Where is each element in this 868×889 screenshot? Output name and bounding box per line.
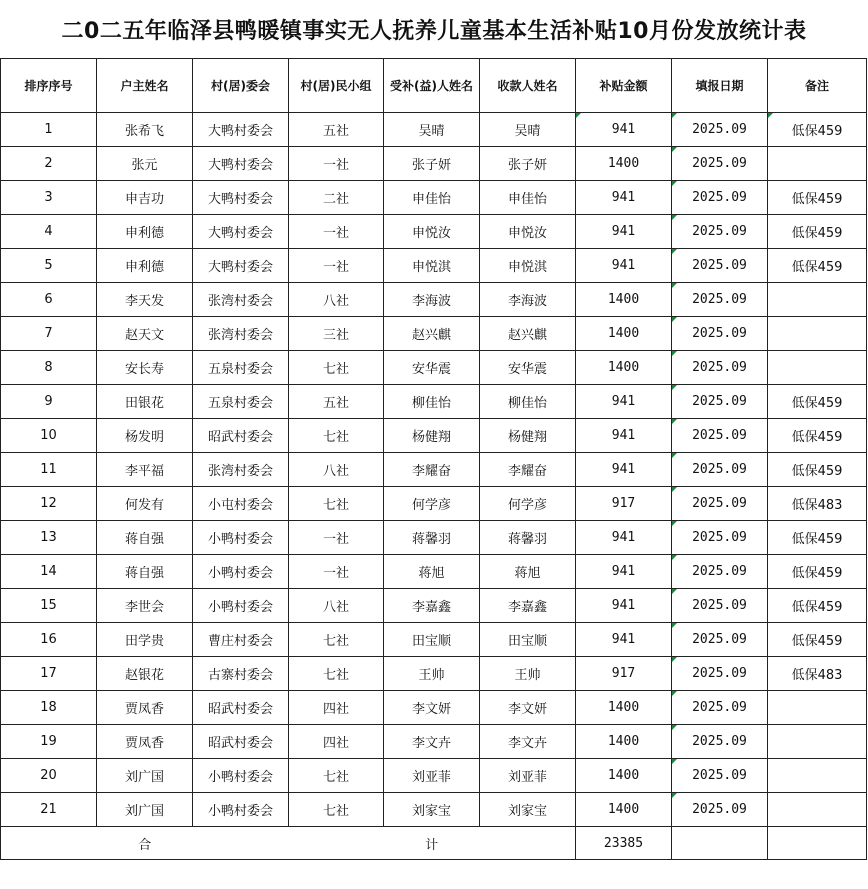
index-cell[interactable]: 2	[1, 147, 97, 181]
total-row	[1, 827, 867, 860]
payee-cell[interactable]: 申悦淇	[480, 249, 576, 283]
villager-group-cell[interactable]: 八社	[289, 589, 384, 623]
table-row	[1, 793, 867, 827]
household-head-cell[interactable]: 申利德	[97, 215, 193, 249]
household-head-cell[interactable]: 贾凤香	[97, 725, 193, 759]
remark-cell[interactable]	[768, 283, 867, 317]
payee-cell[interactable]: 李海波	[480, 283, 576, 317]
beneficiary-cell[interactable]: 刘家宝	[384, 793, 480, 827]
col-header-village-committee[interactable]: 村(居)委会	[193, 59, 289, 113]
report-date-cell[interactable]: 2025.09	[672, 147, 768, 181]
beneficiary-cell[interactable]: 蒋旭	[384, 555, 480, 589]
village-committee-cell[interactable]: 曹庄村委会	[193, 623, 289, 657]
payee-cell[interactable]: 柳佳怡	[480, 385, 576, 419]
remark-cell[interactable]: 低保459	[768, 555, 867, 589]
remark-cell[interactable]: 低保459	[768, 385, 867, 419]
table-row	[1, 351, 867, 385]
beneficiary-cell[interactable]: 申悦汝	[384, 215, 480, 249]
villager-group-cell[interactable]: 一社	[289, 521, 384, 555]
report-date-cell[interactable]: 2025.09	[672, 759, 768, 793]
report-date-cell[interactable]: 2025.09	[672, 453, 768, 487]
sheet-title: 二0二五年临泽县鸭暖镇事实无人抚养儿童基本生活补贴10月份发放统计表	[61, 18, 807, 44]
beneficiary-cell[interactable]: 何学彦	[384, 487, 480, 521]
payee-cell[interactable]: 杨健翔	[480, 419, 576, 453]
village-committee-cell[interactable]: 小鸭村委会	[193, 521, 289, 555]
report-date-cell[interactable]: 2025.09	[672, 691, 768, 725]
remark-cell[interactable]: 低保483	[768, 487, 867, 521]
amount-cell[interactable]: 1400	[576, 317, 672, 351]
remark-cell[interactable]: 低保459	[768, 215, 867, 249]
amount-cell[interactable]: 941	[576, 521, 672, 555]
report-date-cell[interactable]: 2025.09	[672, 793, 768, 827]
remark-cell[interactable]: 低保459	[768, 249, 867, 283]
village-committee-cell[interactable]: 五泉村委会	[193, 385, 289, 419]
village-committee-cell[interactable]: 小鸭村委会	[193, 759, 289, 793]
remark-cell[interactable]: 低保459	[768, 521, 867, 555]
villager-group-cell[interactable]: 八社	[289, 453, 384, 487]
col-header-remark[interactable]: 备注	[768, 59, 867, 113]
index-cell[interactable]: 3	[1, 181, 97, 215]
beneficiary-cell[interactable]: 王帅	[384, 657, 480, 691]
report-date-cell[interactable]: 2025.09	[672, 385, 768, 419]
village-committee-cell[interactable]: 张湾村委会	[193, 317, 289, 351]
table-row	[1, 113, 867, 147]
payee-cell[interactable]: 吴晴	[480, 113, 576, 147]
villager-group-cell[interactable]: 七社	[289, 623, 384, 657]
amount-cell[interactable]: 1400	[576, 691, 672, 725]
payee-cell[interactable]: 田宝顺	[480, 623, 576, 657]
amount-cell[interactable]: 941	[576, 113, 672, 147]
beneficiary-cell[interactable]: 张子妍	[384, 147, 480, 181]
villager-group-cell[interactable]: 七社	[289, 419, 384, 453]
remark-cell[interactable]	[768, 317, 867, 351]
index-cell[interactable]: 6	[1, 283, 97, 317]
total-label-he[interactable]: 合	[1, 827, 289, 860]
total-empty-cell[interactable]	[768, 827, 867, 860]
beneficiary-cell[interactable]: 蒋馨羽	[384, 521, 480, 555]
remark-cell[interactable]: 低保459	[768, 419, 867, 453]
household-head-cell[interactable]: 李平福	[97, 453, 193, 487]
household-head-cell[interactable]: 赵天文	[97, 317, 193, 351]
total-amount-cell[interactable]: 23385	[576, 827, 672, 860]
amount-cell[interactable]: 1400	[576, 759, 672, 793]
village-committee-cell[interactable]: 张湾村委会	[193, 283, 289, 317]
village-committee-cell[interactable]: 昭武村委会	[193, 419, 289, 453]
report-date-cell[interactable]: 2025.09	[672, 283, 768, 317]
table-row	[1, 249, 867, 283]
villager-group-cell[interactable]: 二社	[289, 181, 384, 215]
amount-cell[interactable]: 1400	[576, 147, 672, 181]
index-cell[interactable]: 9	[1, 385, 97, 419]
household-head-cell[interactable]: 李世会	[97, 589, 193, 623]
col-header-payee[interactable]: 收款人姓名	[480, 59, 576, 113]
payee-cell[interactable]: 王帅	[480, 657, 576, 691]
amount-cell[interactable]: 941	[576, 623, 672, 657]
household-head-cell[interactable]: 赵银花	[97, 657, 193, 691]
amount-cell[interactable]: 941	[576, 181, 672, 215]
village-committee-cell[interactable]: 古寨村委会	[193, 657, 289, 691]
index-cell[interactable]: 17	[1, 657, 97, 691]
table-row	[1, 725, 867, 759]
village-committee-cell[interactable]: 大鸭村委会	[193, 147, 289, 181]
index-cell[interactable]: 21	[1, 793, 97, 827]
remark-cell[interactable]: 低保483	[768, 657, 867, 691]
villager-group-cell[interactable]: 一社	[289, 215, 384, 249]
village-committee-cell[interactable]: 大鸭村委会	[193, 249, 289, 283]
report-date-cell[interactable]: 2025.09	[672, 623, 768, 657]
remark-cell[interactable]: 低保459	[768, 181, 867, 215]
total-label-ji[interactable]: 计	[289, 827, 576, 860]
remark-cell[interactable]: 低保459	[768, 453, 867, 487]
remark-cell[interactable]	[768, 351, 867, 385]
report-date-cell[interactable]: 2025.09	[672, 317, 768, 351]
table-row	[1, 657, 867, 691]
beneficiary-cell[interactable]: 申佳怡	[384, 181, 480, 215]
index-cell[interactable]: 11	[1, 453, 97, 487]
villager-group-cell[interactable]: 四社	[289, 691, 384, 725]
report-date-cell[interactable]: 2025.09	[672, 589, 768, 623]
payee-cell[interactable]: 申佳怡	[480, 181, 576, 215]
report-date-cell[interactable]: 2025.09	[672, 657, 768, 691]
household-head-cell[interactable]: 安长寿	[97, 351, 193, 385]
amount-cell[interactable]: 1400	[576, 283, 672, 317]
amount-cell[interactable]: 1400	[576, 725, 672, 759]
amount-cell[interactable]: 941	[576, 249, 672, 283]
payee-cell[interactable]: 赵兴麒	[480, 317, 576, 351]
beneficiary-cell[interactable]: 杨健翔	[384, 419, 480, 453]
village-committee-cell[interactable]: 大鸭村委会	[193, 113, 289, 147]
table-row	[1, 283, 867, 317]
beneficiary-cell[interactable]: 刘亚菲	[384, 759, 480, 793]
report-date-cell[interactable]: 2025.09	[672, 181, 768, 215]
payee-cell[interactable]: 蒋馨羽	[480, 521, 576, 555]
household-head-cell[interactable]: 张元	[97, 147, 193, 181]
payee-cell[interactable]: 李嘉鑫	[480, 589, 576, 623]
index-cell[interactable]: 20	[1, 759, 97, 793]
village-committee-cell[interactable]: 小屯村委会	[193, 487, 289, 521]
payee-cell[interactable]: 李文卉	[480, 725, 576, 759]
remark-cell[interactable]	[768, 691, 867, 725]
index-cell[interactable]: 15	[1, 589, 97, 623]
household-head-cell[interactable]: 刘广国	[97, 793, 193, 827]
table-row	[1, 317, 867, 351]
col-header-villager-group[interactable]: 村(居)民小组	[289, 59, 384, 113]
index-cell[interactable]: 12	[1, 487, 97, 521]
villager-group-cell[interactable]: 七社	[289, 487, 384, 521]
household-head-cell[interactable]: 申吉功	[97, 181, 193, 215]
village-committee-cell[interactable]: 大鸭村委会	[193, 215, 289, 249]
payee-cell[interactable]: 安华震	[480, 351, 576, 385]
amount-cell[interactable]: 941	[576, 589, 672, 623]
villager-group-cell[interactable]: 三社	[289, 317, 384, 351]
beneficiary-cell[interactable]: 李嘉鑫	[384, 589, 480, 623]
village-committee-cell[interactable]: 昭武村委会	[193, 691, 289, 725]
villager-group-cell[interactable]: 五社	[289, 385, 384, 419]
household-head-cell[interactable]: 田银花	[97, 385, 193, 419]
index-cell[interactable]: 10	[1, 419, 97, 453]
remark-cell[interactable]	[768, 759, 867, 793]
table-row	[1, 589, 867, 623]
payee-cell[interactable]: 蒋旭	[480, 555, 576, 589]
village-committee-cell[interactable]: 小鸭村委会	[193, 589, 289, 623]
table-row	[1, 453, 867, 487]
total-empty-cell[interactable]	[672, 827, 768, 860]
village-committee-cell[interactable]: 小鸭村委会	[193, 793, 289, 827]
villager-group-cell[interactable]: 一社	[289, 555, 384, 589]
report-date-cell[interactable]: 2025.09	[672, 487, 768, 521]
remark-cell[interactable]	[768, 793, 867, 827]
payee-cell[interactable]: 张子妍	[480, 147, 576, 181]
household-head-cell[interactable]: 刘广国	[97, 759, 193, 793]
village-committee-cell[interactable]: 小鸭村委会	[193, 555, 289, 589]
payee-cell[interactable]: 李文妍	[480, 691, 576, 725]
index-cell[interactable]: 8	[1, 351, 97, 385]
beneficiary-cell[interactable]: 田宝顺	[384, 623, 480, 657]
payee-cell[interactable]: 何学彦	[480, 487, 576, 521]
index-cell[interactable]: 16	[1, 623, 97, 657]
village-committee-cell[interactable]: 大鸭村委会	[193, 181, 289, 215]
household-head-cell[interactable]: 蒋自强	[97, 521, 193, 555]
index-cell[interactable]: 7	[1, 317, 97, 351]
col-header-index[interactable]: 排序序号	[1, 59, 97, 113]
village-committee-cell[interactable]: 张湾村委会	[193, 453, 289, 487]
amount-cell[interactable]: 917	[576, 657, 672, 691]
villager-group-cell[interactable]: 七社	[289, 759, 384, 793]
index-cell[interactable]: 1	[1, 113, 97, 147]
remark-cell[interactable]: 低保459	[768, 113, 867, 147]
report-date-cell[interactable]: 2025.09	[672, 215, 768, 249]
village-committee-cell[interactable]: 昭武村委会	[193, 725, 289, 759]
household-head-cell[interactable]: 贾凤香	[97, 691, 193, 725]
index-cell[interactable]: 4	[1, 215, 97, 249]
villager-group-cell[interactable]: 七社	[289, 793, 384, 827]
payee-cell[interactable]: 申悦汝	[480, 215, 576, 249]
beneficiary-cell[interactable]: 赵兴麒	[384, 317, 480, 351]
amount-cell[interactable]: 941	[576, 453, 672, 487]
beneficiary-cell[interactable]: 吴晴	[384, 113, 480, 147]
beneficiary-cell[interactable]: 安华震	[384, 351, 480, 385]
report-date-cell[interactable]: 2025.09	[672, 725, 768, 759]
table-row	[1, 521, 867, 555]
payee-cell[interactable]: 李耀奋	[480, 453, 576, 487]
household-head-cell[interactable]: 何发有	[97, 487, 193, 521]
beneficiary-cell[interactable]: 柳佳怡	[384, 385, 480, 419]
remark-cell[interactable]	[768, 725, 867, 759]
household-head-cell[interactable]: 杨发明	[97, 419, 193, 453]
col-header-beneficiary[interactable]: 受补(益)人姓名	[384, 59, 480, 113]
table-row	[1, 419, 867, 453]
table-row	[1, 623, 867, 657]
villager-group-cell[interactable]: 七社	[289, 657, 384, 691]
table-row	[1, 759, 867, 793]
table-row	[1, 215, 867, 249]
report-date-cell[interactable]: 2025.09	[672, 555, 768, 589]
report-date-cell[interactable]: 2025.09	[672, 521, 768, 555]
villager-group-cell[interactable]: 一社	[289, 249, 384, 283]
beneficiary-cell[interactable]: 李文卉	[384, 725, 480, 759]
table-row	[1, 147, 867, 181]
col-header-amount[interactable]: 补贴金额	[576, 59, 672, 113]
amount-cell[interactable]: 941	[576, 215, 672, 249]
amount-cell[interactable]: 917	[576, 487, 672, 521]
col-header-household-head[interactable]: 户主姓名	[97, 59, 193, 113]
index-cell[interactable]: 5	[1, 249, 97, 283]
index-cell[interactable]: 19	[1, 725, 97, 759]
beneficiary-cell[interactable]: 李海波	[384, 283, 480, 317]
header-row	[1, 59, 867, 113]
villager-group-cell[interactable]: 八社	[289, 283, 384, 317]
villager-group-cell[interactable]: 一社	[289, 147, 384, 181]
index-cell[interactable]: 18	[1, 691, 97, 725]
remark-cell[interactable]	[768, 147, 867, 181]
villager-group-cell[interactable]: 四社	[289, 725, 384, 759]
col-header-report-date[interactable]: 填报日期	[672, 59, 768, 113]
table-row	[1, 555, 867, 589]
index-cell[interactable]: 14	[1, 555, 97, 589]
amount-cell[interactable]: 1400	[576, 351, 672, 385]
villager-group-cell[interactable]: 七社	[289, 351, 384, 385]
villager-group-cell[interactable]: 五社	[289, 113, 384, 147]
household-head-cell[interactable]: 李天发	[97, 283, 193, 317]
amount-cell[interactable]: 941	[576, 555, 672, 589]
table-row	[1, 385, 867, 419]
payee-cell[interactable]: 刘亚菲	[480, 759, 576, 793]
payee-cell[interactable]: 刘家宝	[480, 793, 576, 827]
table-row	[1, 181, 867, 215]
amount-cell[interactable]: 1400	[576, 793, 672, 827]
household-head-cell[interactable]: 申利德	[97, 249, 193, 283]
subsidy-table	[0, 58, 867, 860]
amount-cell[interactable]: 941	[576, 419, 672, 453]
remark-cell[interactable]: 低保459	[768, 589, 867, 623]
index-cell[interactable]: 13	[1, 521, 97, 555]
table-row	[1, 691, 867, 725]
remark-cell[interactable]: 低保459	[768, 623, 867, 657]
village-committee-cell[interactable]: 五泉村委会	[193, 351, 289, 385]
report-date-cell[interactable]: 2025.09	[672, 249, 768, 283]
amount-cell[interactable]: 941	[576, 385, 672, 419]
household-head-cell[interactable]: 张希飞	[97, 113, 193, 147]
table-row	[1, 487, 867, 521]
beneficiary-cell[interactable]: 申悦淇	[384, 249, 480, 283]
report-date-cell[interactable]: 2025.09	[672, 113, 768, 147]
beneficiary-cell[interactable]: 李文妍	[384, 691, 480, 725]
report-date-cell[interactable]: 2025.09	[672, 351, 768, 385]
report-date-cell[interactable]: 2025.09	[672, 419, 768, 453]
household-head-cell[interactable]: 田学贵	[97, 623, 193, 657]
beneficiary-cell[interactable]: 李耀奋	[384, 453, 480, 487]
household-head-cell[interactable]: 蒋自强	[97, 555, 193, 589]
